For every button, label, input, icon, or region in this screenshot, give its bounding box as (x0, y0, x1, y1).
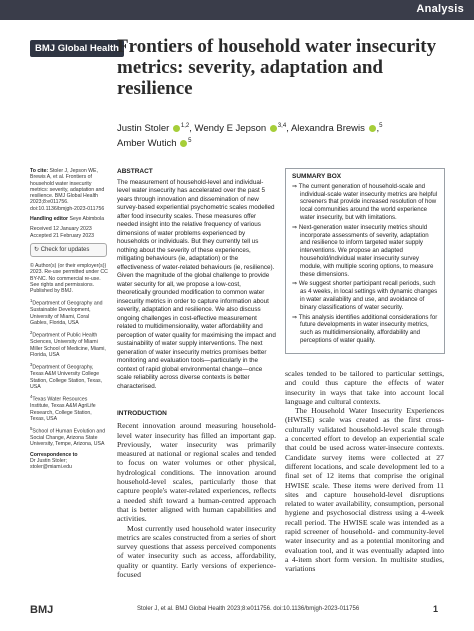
affiliation-sup: 5 (379, 123, 383, 129)
editor-block: Handling editor Seye Abimbola (30, 216, 105, 223)
author-name[interactable]: Wendy E Jepson (194, 123, 267, 135)
author-name[interactable]: Amber Wutich (117, 138, 177, 150)
summary-item: ⇒ Next-generation water insecurity metrics should incorporate assessments of severity, adaptation and resilience to inform targeted water supply interventions. We propose an adapted household/individual water insecurity survey module, with multiple scoring options, to measure these dimensions. (292, 223, 434, 278)
author-name[interactable]: Justin Stoler (117, 123, 170, 135)
footer-citation[interactable]: Stoler J, et al. BMJ Global Health 2023;8:e011756. doi:10.1136/bmjgh-2023-011756 (137, 606, 360, 612)
affiliation-sup: 1,2 (180, 123, 190, 129)
section-label: Analysis (416, 3, 464, 15)
abstract-text: The measurement of household-level and individual-level water insecurity has accelerated over the past 5 years through innovation and dissemination of new survey-based experiential psychometric scales modelled after food insecurity scales. These measures offer needed insight into the relative frequency of various dimensions of water problems experienced by households or individuals. But they currently tell us nothing about the severity of these experiences, mitigating behaviours (ie, adaptation) or the effectiveness of water-related behaviours (ie, resilience). Given the magnitude of the global challenge to provide water security for all, we propose a low-cost, theoretically grounded modification to common water insecurity metrics in order to capture information about severity, adaptation and resilience. We also discuss ongoing challenges in cost-effective measurement related to multidimensionality, water affordability and perception of water quality for maximising the impact and sustainability of water supply interventions. The next generation of water insecurity metrics promises better monitoring and evaluation tools—particularly in the context of rapid global environmental change—once scale reliability across diverse contexts is better characterised. (117, 178, 276, 390)
dates-block: Received 12 January 2023 Accepted 21 February 2023 (30, 226, 95, 239)
introduction-para-2: Most currently used household water insecurity metrics are scales constructed from a series of short survey questions that assess perceived components of water insecurity such as access, affordability, quality or quantity. Early versions of experience-focused (117, 523, 276, 580)
summary-item: ⇒ The current generation of household-scale and individual-scale water insecurity metrics are helpful screeners that provide increased resolution of how local communities around the world experience water insecurity, but with limitations. (292, 182, 438, 221)
orcid-icon[interactable] (369, 125, 376, 132)
body-para-2: The Household Water Insecurity Experiences (HWISE) scale was created as the first cross-culturally validated household-level scale through a concerted effort to develop an experiential scale that could be used across water-insecure contexts. Candidate survey items were collected at 27 different locations, and scale development led to a final set of 12 items that comprise the original HWISE scale. These items were derived from 11 sites and capture household-level disruptions related to water availability, consumption, personal hygiene and psychosocial distress using a 4-week recall period. The HWISE scale was intended as a rapid screener of household- and community-level water insecurity and as a potential monitoring and evaluation tool, and it was eventually adapted into a 4-item short form version. In multisite studies, variations (285, 406, 444, 574)
affiliation-4: $^4$Texas Water Resources Institute, Texas A&M AgriLife Research, College Station, Texas, USA (30, 394, 96, 422)
summary-item: ⇒ This analysis identifies additional considerations for future developments in water insecurity metrics, such as multidimensionality, affordability and perceptions of water quality. (292, 313, 438, 344)
summary-box (285, 168, 445, 354)
introduction-para-1: Recent innovation around measuring household-level water insecurity has filled an important gap. Previously, water insecurity was primarily measured at national or regional scales and tended to focus on water volumes or other physical, hydrological conditions. The innovation around household-level scales, particularly those that capture people's water-related experiences, reflects a needed shift toward a human-centred approach that is better aligned with human capabilities and activities. (117, 421, 276, 524)
body-para-1: scales tended to be tailored to particular settings, and could thus capture the effects of water insecurity in ways that take into account local language and cultural contexts. (285, 369, 444, 406)
abstract-heading: ABSTRACT (117, 168, 153, 175)
summary-heading: SUMMARY BOX (292, 173, 342, 180)
journal-badge[interactable]: BMJ Global Health (30, 40, 124, 57)
copyright-text: © Author(s) (or their employer(s)) 2023. Re-use permitted under CC BY-NC. No commercial re-use. See rights and permissions. Published by BMJ. (30, 262, 108, 295)
orcid-icon[interactable] (180, 140, 187, 147)
introduction-heading: INTRODUCTION (117, 410, 167, 417)
article-title: Frontiers of household water insecurity metrics: severity, adaptation and resilience (117, 36, 437, 99)
bmj-logo: BMJ (30, 604, 54, 616)
page-number: 1 (433, 604, 439, 614)
orcid-icon[interactable] (173, 125, 180, 132)
introduction-section (117, 409, 276, 579)
orcid-icon[interactable] (270, 125, 277, 132)
author-list: Justin Stoler $^{1,2}$, Wendy E Jepson $^{3,4}$, Alexandra Brewis ,$^5$ Amber Wutich $^5$ (117, 123, 383, 150)
author-name[interactable]: Alexandra Brewis (290, 123, 365, 135)
summary-item: ⇒ We suggest shorter participant recall periods, such as 4 weeks, in local settings with dynamic changes in water availability and use, and avoidance of binary classifications of water security. (292, 280, 438, 311)
top-bar (0, 0, 474, 20)
affiliation-sup: 3,4 (277, 123, 287, 129)
body-right-column (285, 369, 444, 574)
left-sidebar (30, 168, 108, 475)
affiliation-sup: 5 (188, 138, 192, 145)
affiliation-2: $^2$Department of Public Health Sciences, University of Miami Miller School of Medicine, Miami, Florida, USA (30, 330, 106, 358)
check-for-updates-button[interactable]: ↻ Check for updates (30, 243, 107, 257)
abstract-section (117, 168, 276, 391)
correspondence-email[interactable]: stoler@miami.edu (30, 464, 72, 471)
affiliation-1: $^1$Department of Geography and Sustainable Development, University of Miami, Coral Gables, Florida, USA (30, 298, 103, 327)
affiliation-3: $^3$Department of Geography, Texas A&M University College Station, College Station, Texas, USA (30, 362, 102, 390)
affiliation-5: $^5$School of Human Evolution and Social Change, Arizona State University, Tempe, Arizona, USA (30, 426, 106, 448)
cite-block: To cite: Stoler J, Jepson WE, Brewis A, et al. Frontiers of household water insecurity metrics: severity, adaptation and resilience. BMJ Global Health 2023;8:e011756. doi:10.1136/bmjgh-2023-011756 (30, 168, 105, 212)
correspondence-block: Correspondence to Dr Justin Stoler; stoler@miami.edu (30, 451, 78, 471)
